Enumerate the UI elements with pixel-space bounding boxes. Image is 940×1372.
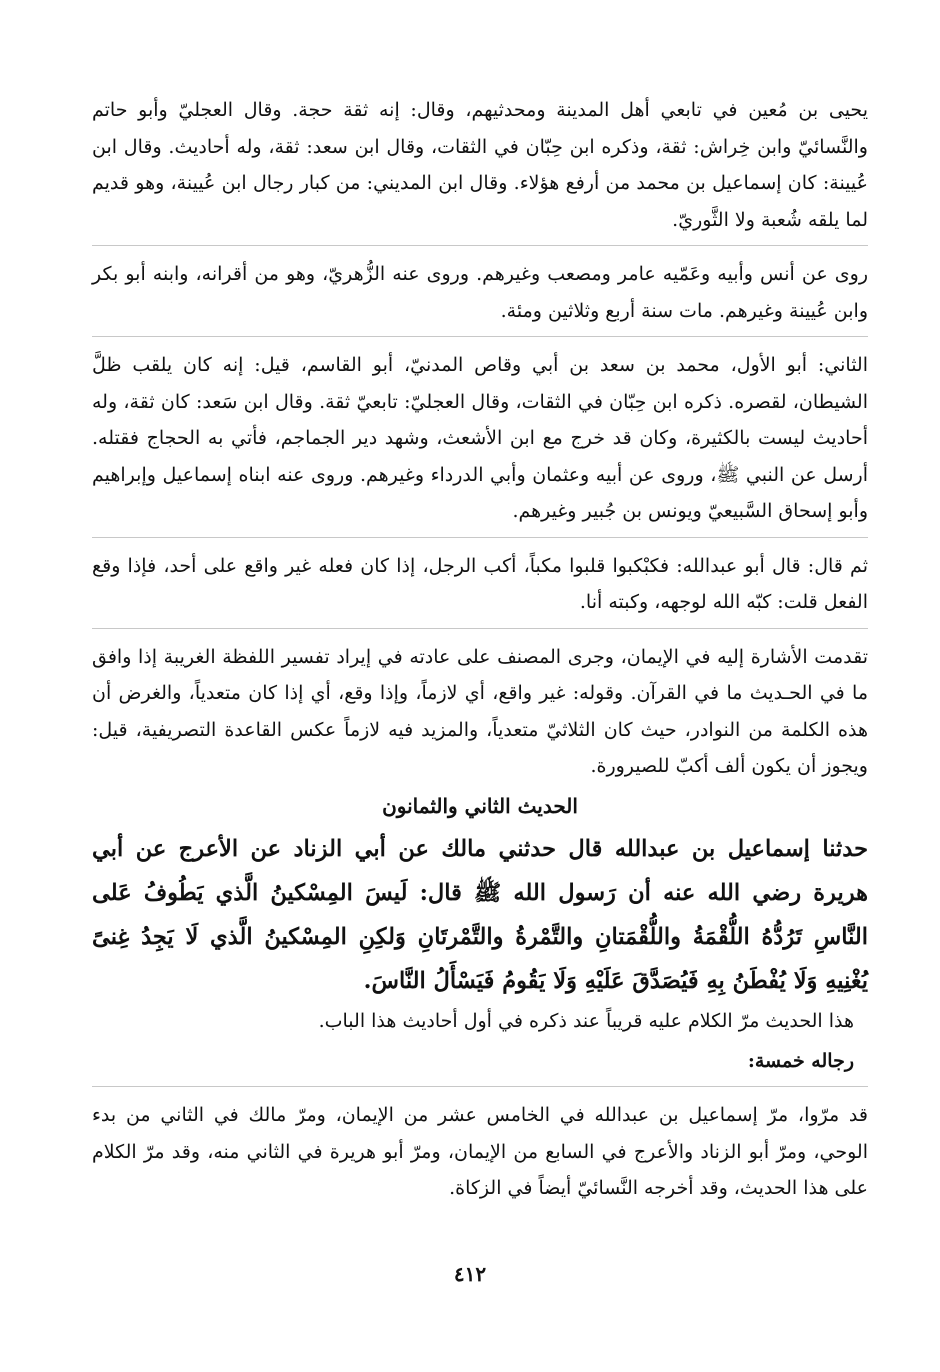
divider xyxy=(92,628,868,629)
divider xyxy=(92,537,868,538)
paragraph-commentary: تقدمت الأشارة إليه في الإيمان، وجرى المصنف على عادته في إيراد تفسير اللفظة الغريبة إذا وافق ما في الحـديث ما في القرآن. وقوله: غير واقع، أي لازماً، وإذا وقع، أي إذا كان متعدياً، والغرض أن هذه الكلمة من النوادر، حيث كان الثلاثيّ متعدياً، والمزيد فيه لازماً عكس القاعدة التصريفية، قيل: ويجوز أن يكون ألف أكبّ للصيرورة. xyxy=(92,645,868,777)
paragraph-narrator-1: يحيى بن مُعين في تابعي أهل المدينة ومحدثيهم، وقال: إنه ثقة حجة. وقال العجليّ وأبو حاتم والنَّسائيّ وابن خِراش: ثقة، وذكره ابن حِبّان في الثقات، وقال ابن سعد: ثقة، وله أحاديث. وقال ابن عُيينة: كان إسماعيل بن محمد من أرفع هؤلاء. وقال ابن المديني: من كبار رجال ابن عُيينة، وهو قديم لما يلقه شُعبة ولا الثَّوريّ. xyxy=(92,99,868,231)
paragraph-after-hadith: هذا الحديث مرّ الكلام عليه قريباً عند ذكره في أول أحاديث هذا الباب. xyxy=(318,1009,854,1032)
paragraph-second-narrator: الثاني: أبو الأول، محمد بن سعد بن أبي وقاص المدنيّ، أبو القاسم، قيل: إنه كان يلقب ظلَّ الشيطان، لقصره. ذكره ابن حِبّان في الثقات، وقال العجليّ: تابعيّ ثقة. وقال ابن سَعد: كان ثقة، وله أحاديث ليست بالكثيرة، وكان قد خرج مع ابن الأشعث، وشهد دير الجماجم، فأتي به الحجاج فقتله. أرسل عن النبي ﷺ، وروى عن أبيه وعثمان وأبي الدرداء وغيرهم. وروى عنه ابناه إسماعيل وإبراهيم وأبو إسحاق السَّبيعيّ ويونس بن جُبير وغيرهم. xyxy=(92,354,868,522)
divider xyxy=(92,245,868,246)
divider xyxy=(92,336,868,337)
hadith-text: حدثنا إسماعيل بن عبدالله قال حدثني مالك عن أبي الزناد عن الأعرج عن أبي هريرة رضي الله عنه أن رَسول الله ﷺ قال: لَيسَ المِسْكينُ الَّذي يَطُوفُ عَلى النَّاسِ تَرُدُّهُ اللُّقْمَةُ واللُّقْمَتانِ والتَّمْرةُ والتَّمْرتَانِ وَلكِنِ المِسْكينُ الَّذي لَا يَجِدُ غِنىً يُغْنِيهِ وَلَا يُفْطَنُ بِهِ فَيُصَدَّقَ عَلَيْهِ وَلَا يَقُومُ فَيَسْأَلُ النَّاسَ. xyxy=(92,835,868,994)
page-number: ٤١٢ xyxy=(453,1262,487,1286)
paragraph-abu-abdillah: ثم قال: قال أبو عبدالله: فكبْكبوا قلبوا مكباً، أكب الرجل، إذا كان فعله غير واقع على أحد، فإذا وقع الفعل قلت: كبّه الله لوجهه، وكبته أنا. xyxy=(92,554,868,613)
divider xyxy=(92,1086,868,1087)
hadith-heading: الحديث الثاني والثمانون xyxy=(382,793,578,818)
narrators-subheading: رجاله خمسة: xyxy=(747,1050,854,1072)
page-body xyxy=(92,92,868,1207)
paragraph-final: قد مرّوا، مرّ إسماعيل بن عبدالله في الخامس عشر من الإيمان، ومرّ مالك في الثاني من بدء الوحي، ومرّ أبو الزناد والأعرج في السابع من الإيمان، ومرّ أبو هريرة في الثاني منه، وقد مرّ الكلام على هذا الحديث، وقد أخرجه النَّسائيّ أيضاً في الزكاة. xyxy=(92,1104,869,1199)
paragraph-narrators-of: روى عن أنس وأبيه وعَمّيه عامر ومصعب وغيرهم. وروى عنه الزُّهريّ، وهو من أقرانه، وابنه أبو بكر وابن عُيينة وغيرهم. مات سنة أربع وثلاثين ومئة. xyxy=(92,263,868,322)
